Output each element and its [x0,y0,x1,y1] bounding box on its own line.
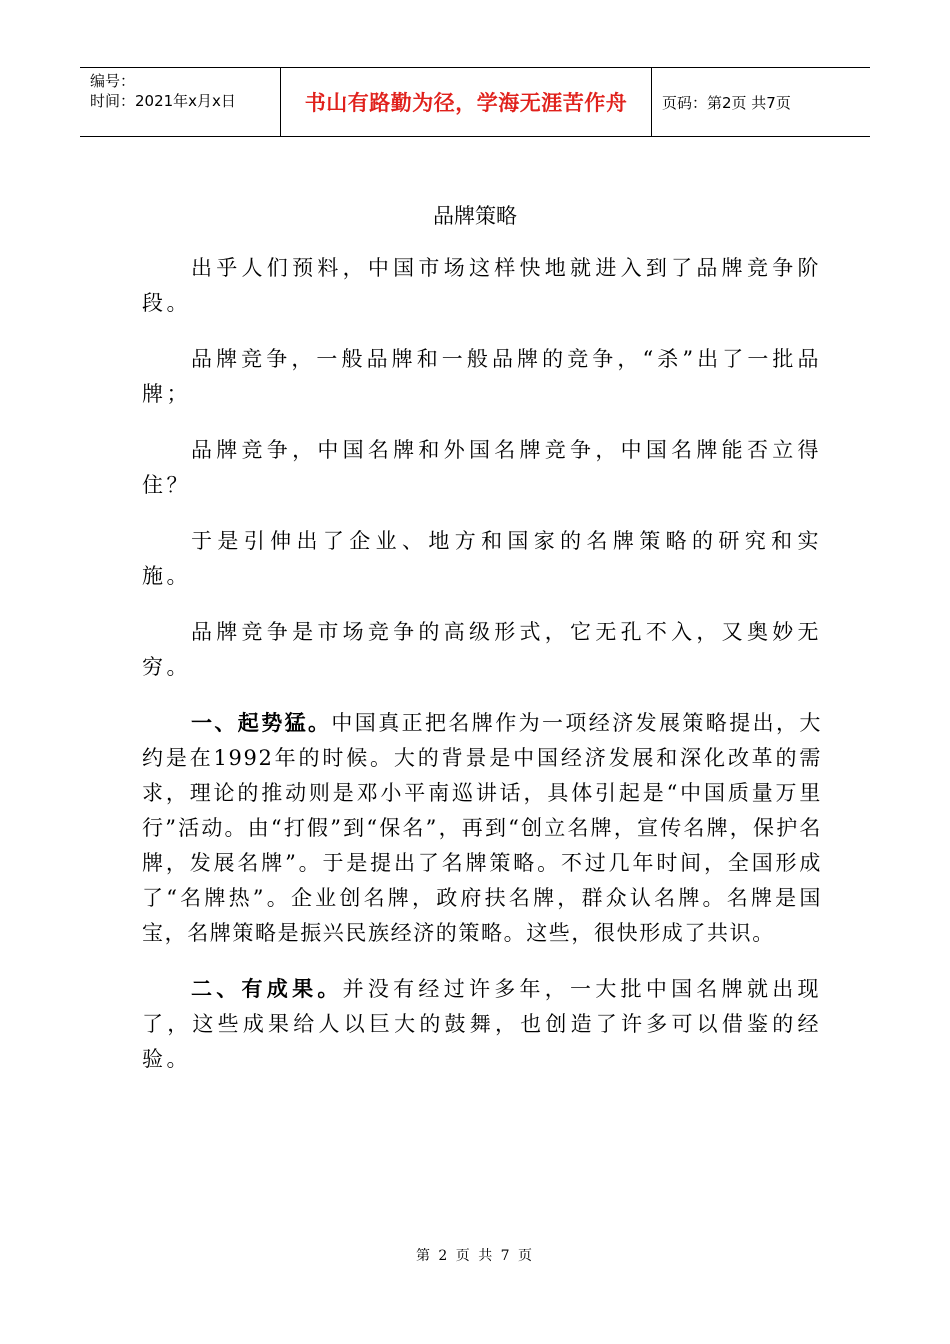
document-body [142,251,822,1098]
paragraph: 品牌竞争，一般品牌和一般品牌的竞争，“杀”出了一批品牌； [142,347,822,406]
section-paragraph-1 [142,706,822,951]
paragraph: 出乎人们预料，中国市场这样快地就进入到了品牌竞争阶段。 [142,256,822,315]
header-meta [80,68,281,136]
paragraph: 于是引伸出了企业、地方和国家的名牌策略的研究和实施。 [142,529,822,588]
header-number-label: 编号： [90,72,136,90]
paragraph: 品牌竞争，中国名牌和外国名牌竞争，中国名牌能否立得住？ [142,438,822,497]
section-lead-2: 二、有成果。 [191,977,343,1001]
paragraph: 品牌竞争是市场竞争的高级形式，它无孔不入，又奥妙无穷。 [142,620,822,679]
section-lead-1: 一、起势猛。 [191,711,332,735]
section-text-2: 并没有经过许多年，一大批中国名牌就出现了，这些成果给人以巨大的鼓舞，也创造了许多可以借鉴的经验。 [142,977,822,1071]
page-footer: 第 2 页 共 7 页 [415,1248,535,1264]
header-time-label: 时间：2021年x月x日 [90,92,236,110]
section-paragraph-2 [142,972,822,1077]
page-header [80,67,870,137]
document-title: 品牌策略 [433,204,517,228]
header-page-info: 页码：第2页 共7页 [662,93,791,112]
section-text-1: 中国真正把名牌作为一项经济发展策略提出，大约是在1992年的时候。大的背景是中国经济发展和深化改革的需求，理论的推动则是邓小平南巡讲话，具体引起是“中国质量万里行”活动。由“打假”到“保名”，再到“创立名牌，宣传名牌，保护名牌，发展名牌”。于是提出了名牌策略。不过几年时间，全国形成了“名牌热”。企业创名牌，政府扶名牌，群众认名牌。名牌是国宝，名牌策略是振兴民族经济的策略。这些，很快形成了共识。 [142,711,822,945]
header-motto: 书山有路勤为径，学海无涯苦作舟 [281,68,652,136]
